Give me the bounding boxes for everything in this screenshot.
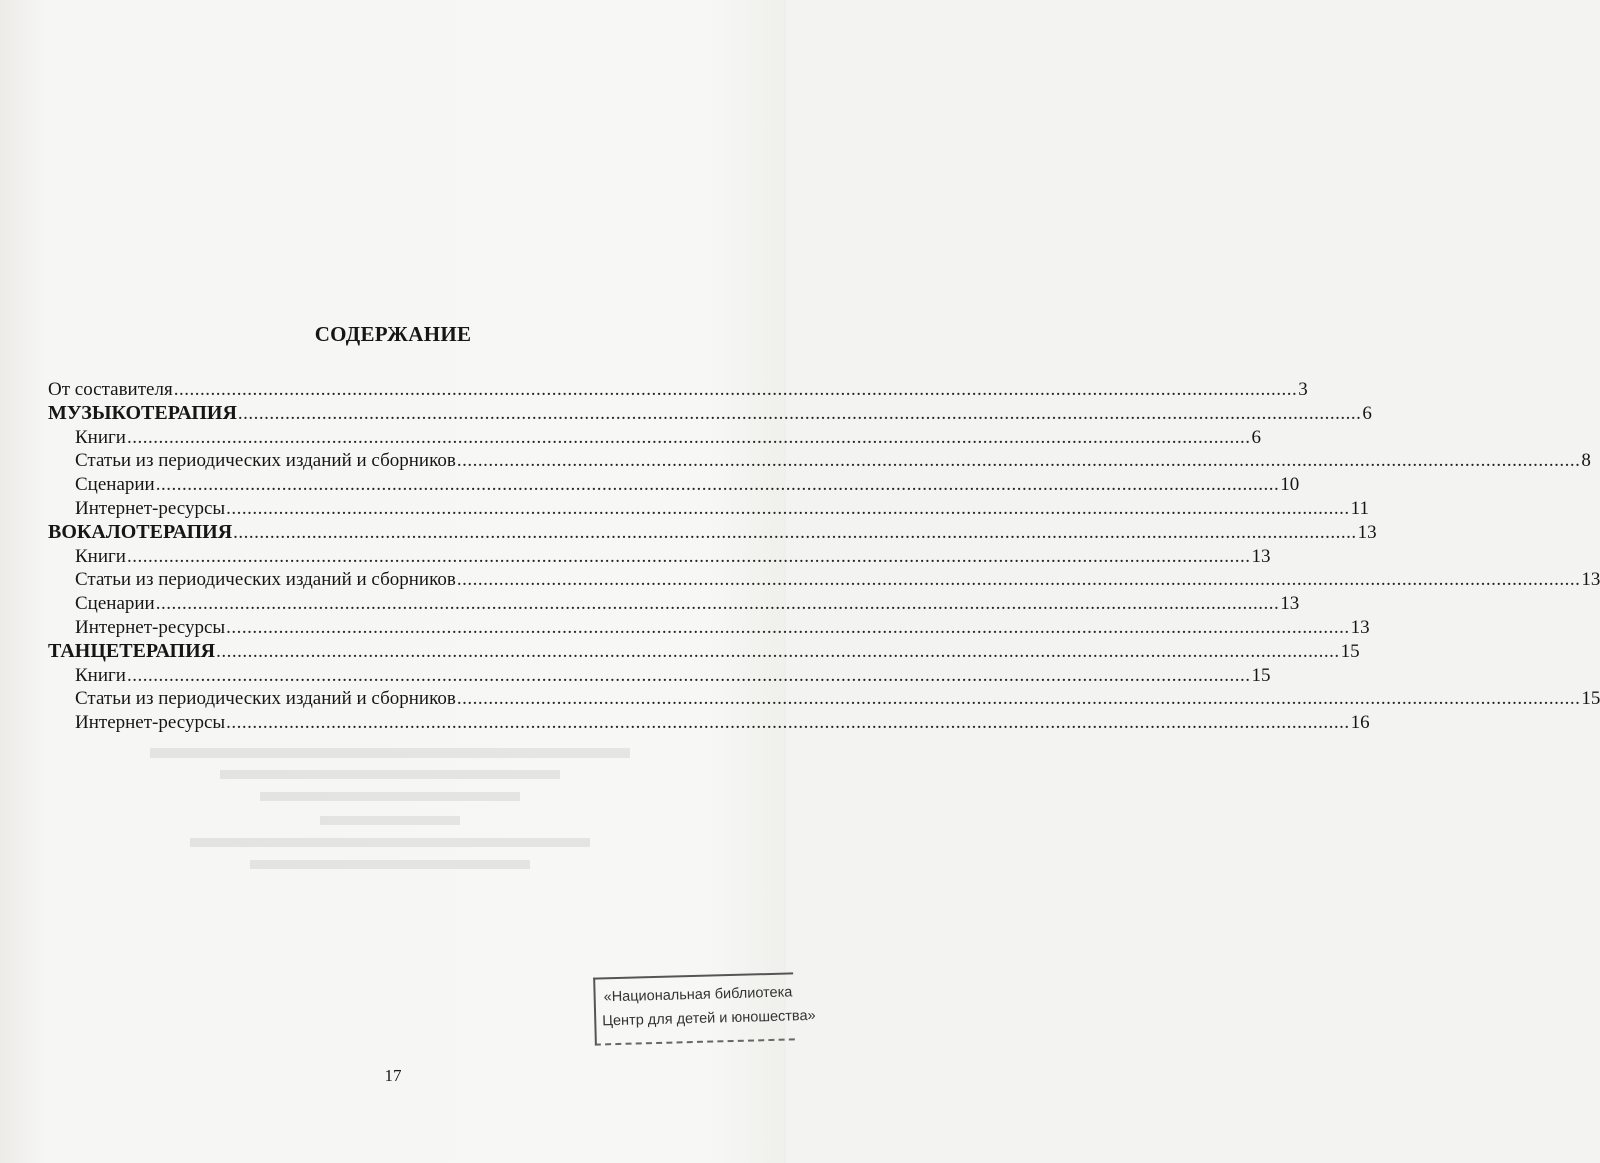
toc-entry-label: ВОКАЛОТЕРАПИЯ (48, 520, 233, 543)
toc-entry-page: 13 (1280, 593, 1300, 615)
stamp-line-2: Центр для детей и юношества» (602, 1007, 816, 1030)
page-title: СОДЕРЖАНИЕ (314, 322, 472, 346)
toc-leader-dots (174, 378, 1298, 402)
show-through-blur (110, 740, 670, 880)
toc-entry-page: 6 (1251, 426, 1261, 448)
toc-entry-page: 16 (1350, 712, 1370, 734)
toc-leader-dots (127, 545, 1251, 569)
toc-leader-dots (226, 497, 1350, 521)
toc-entry-label: Книги (75, 426, 126, 448)
toc-leader-dots (238, 402, 1362, 426)
toc-leader-dots (233, 521, 1357, 545)
table-of-contents (48, 378, 1600, 735)
toc-entry-label: МУЗЫКОТЕРАПИЯ (48, 401, 237, 424)
toc-entry-label: Интернет-ресурсы (75, 712, 226, 734)
toc-entry-page: 8 (1581, 450, 1591, 472)
toc-leader-dots (127, 664, 1251, 688)
toc-entry-page: 15 (1340, 640, 1360, 662)
toc-subentry[interactable] (48, 664, 1271, 688)
toc-leader-dots (457, 568, 1581, 592)
toc-entry-page: 15 (1251, 664, 1271, 686)
toc-entry-page: 13 (1357, 521, 1377, 543)
toc-entry-page: 3 (1298, 379, 1308, 400)
toc-entry-page: 13 (1350, 616, 1370, 638)
toc-leader-dots (457, 449, 1581, 473)
toc-subentry[interactable] (48, 545, 1271, 569)
toc-subentry[interactable] (48, 568, 1600, 592)
page-number: 17 (384, 1066, 402, 1085)
toc-section-entry[interactable] (48, 520, 1377, 545)
toc-subentry[interactable] (48, 449, 1591, 473)
toc-entry-label: Книги (75, 545, 126, 567)
toc-entry-page: 11 (1350, 497, 1369, 519)
toc-subentry[interactable] (48, 616, 1370, 640)
bleed-through-marks (110, 740, 670, 880)
toc-entry-label: Сценарии (75, 593, 155, 615)
toc-entry-label: Книги (75, 664, 126, 686)
toc-leader-dots (127, 426, 1251, 450)
toc-entry-label: Статьи из периодических изданий и сборников (75, 688, 456, 710)
toc-section-entry[interactable] (48, 401, 1372, 426)
toc-entry-label: Интернет-ресурсы (75, 497, 226, 519)
toc-entry-page: 6 (1362, 402, 1372, 424)
toc-leader-dots (226, 616, 1350, 640)
toc-leader-dots (226, 711, 1350, 735)
toc-entry-page: 15 (1581, 688, 1600, 710)
toc-entry-label: Интернет-ресурсы (75, 616, 226, 638)
toc-entry-label: Статьи из периодических изданий и сборников (75, 450, 456, 472)
toc-entry[interactable] (48, 378, 1308, 402)
toc-entry-label: ТАНЦЕТЕРАПИЯ (48, 639, 216, 662)
toc-subentry[interactable] (48, 592, 1300, 616)
toc-subentry[interactable] (48, 426, 1261, 450)
toc-entry-page: 10 (1280, 474, 1300, 496)
toc-subentry[interactable] (48, 497, 1369, 521)
toc-entry-label: Статьи из периодических изданий и сборников (75, 569, 456, 591)
toc-leader-dots (156, 592, 1280, 616)
toc-entry-page: 13 (1251, 545, 1271, 567)
toc-subentry[interactable] (48, 711, 1370, 735)
toc-entry-page: 13 (1581, 569, 1600, 591)
toc-subentry[interactable] (48, 473, 1300, 497)
toc-leader-dots (457, 687, 1581, 711)
toc-leader-dots (216, 640, 1340, 664)
toc-entry-label: Сценарии (75, 474, 155, 496)
stamp-line-1: «Национальная библиотека (603, 984, 793, 1006)
toc-section-entry[interactable] (48, 639, 1360, 664)
toc-subentry[interactable] (48, 687, 1600, 711)
toc-leader-dots (156, 473, 1280, 497)
toc-entry-label: От составителя (48, 379, 173, 400)
library-stamp (593, 972, 816, 1045)
